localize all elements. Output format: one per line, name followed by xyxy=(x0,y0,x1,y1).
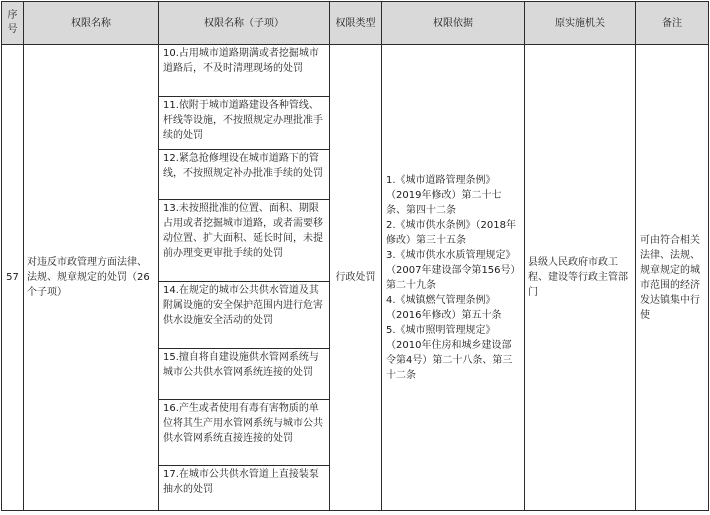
header-remarks: 备注 xyxy=(636,2,709,45)
header-authority-type: 权限类型 xyxy=(330,2,382,45)
basis-item: 3.《城市供水水质管理规定》（2007年建设部令第156号）第二十九条 xyxy=(386,249,516,291)
subitem-cell: 10.占用城市道路期满或者挖掘城市道路后，不及时清理现场的处罚 xyxy=(159,45,330,97)
subitem-cell: 16.产生或者使用有毒有害物质的单位将其生产用水管网系统与城市公共供水管网系统直接连接的处罚 xyxy=(159,400,330,466)
authority-basis-cell xyxy=(382,45,525,511)
header-serial-line-2: 号 xyxy=(7,24,18,35)
subitem-cell: 13.未按照批准的位置、面积、期限占用或者挖掘城市道路，或者需要移动位置、扩大面积、延长时间，未提前办理变更审批手续的处罚 xyxy=(159,200,330,282)
authority-type-cell: 行政处罚 xyxy=(330,45,382,511)
header-serial-line-1: 序 xyxy=(7,10,18,21)
header-authority-basis: 权限依据 xyxy=(382,2,525,45)
subitem-cell: 17.在城市公共供水管道上直接装泵抽水的处罚 xyxy=(159,466,330,511)
authority-table xyxy=(1,1,709,511)
basis-item: 4.《城镇燃气管理条例》（2016年修改）第五十条 xyxy=(386,294,502,321)
header-authority-name: 权限名称 xyxy=(24,2,159,45)
remarks-cell: 可由符合相关法律、法规、规章规定的城市范围的经济发达镇集中行使 xyxy=(636,45,709,511)
serial-number-cell: 57 xyxy=(2,45,24,511)
basis-item: 1.《城市道路管理条例》（2019年修改）第二十七条、第四十二条 xyxy=(386,174,502,216)
header-serial-number xyxy=(2,2,24,45)
subitem-cell: 15.擅自将自建设施供水管网系统与城市公共供水管网系统连接的处罚 xyxy=(159,349,330,400)
basis-item: 5.《城市照明管理规定》（2010年住房和城乡建设部令第4号）第二十八条、第三十二条 xyxy=(386,324,513,381)
table-header xyxy=(2,2,709,45)
table-body xyxy=(2,45,709,511)
header-authority-subitem: 权限名称（子项） xyxy=(159,2,330,45)
subitem-cell: 12.紧急抢修埋设在城市道路下的管线，不按照规定补办批准手续的处罚 xyxy=(159,150,330,200)
authority-name-cell: 对违反市政管理方面法律、法规、规章规定的处罚（26个子项） xyxy=(24,45,159,511)
header-original-agency: 原实施机关 xyxy=(525,2,636,45)
original-agency-cell: 县级人民政府市政工程、建设等行政主管部门 xyxy=(525,45,636,511)
table-row xyxy=(2,45,709,97)
basis-item: 2.《城市供水条例》（2018年修改）第三十五条 xyxy=(386,219,516,246)
subitem-cell: 11.依附于城市道路建设各种管线、杆线等设施，不按照规定办理批准手续的处罚 xyxy=(159,97,330,150)
subitem-cell: 14.在规定的城市公共供水管道及其附属设施的安全保护范围内进行危害供水设施安全活动的处罚 xyxy=(159,282,330,349)
